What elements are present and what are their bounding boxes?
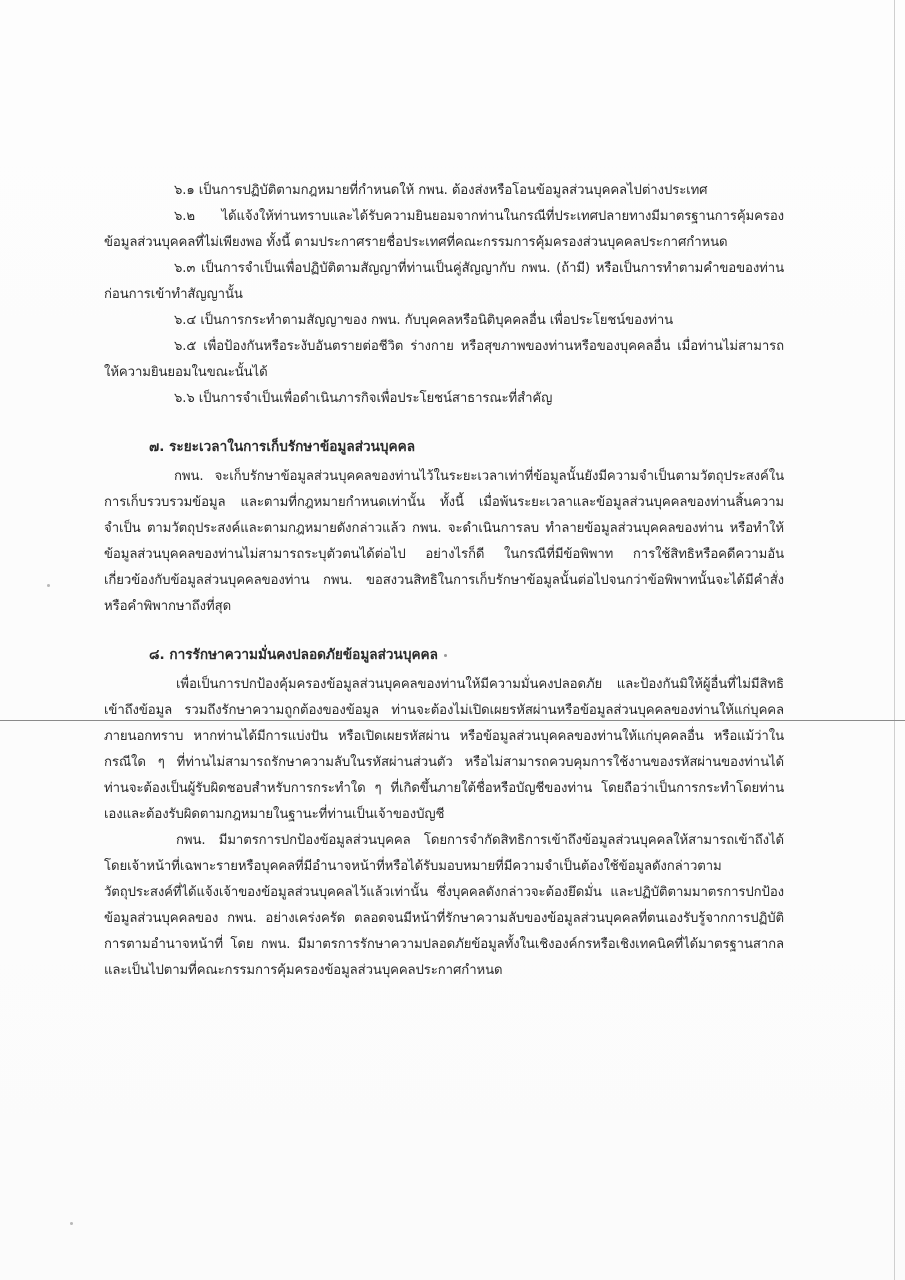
section6-item-4: ๖.๔ เป็นการกระทำตามสัญญาของ กพน. กับบุคคลหรือนิติบุคคลอื่น เพื่อประโยชน์ของท่าน	[174, 313, 674, 328]
section8-paragraph-1: เพื่อเป็นการปกป้องคุ้มครองข้อมูลส่วนบุคคลของท่านให้มีความมั่นคงปลอดภัย และป้องกันมิให้ผู้อื่นที่ไม่มีสิทธิเข้าถึงข้อมูล รวมถึงรักษาความถูกต้องของข้อมูล ท่านจะต้องไม่เปิดเผยรหัสผ่านหรือข้อมูลส่วนบุคคลของท่านให้แก่บุคคลภายนอกทราบ หากท่านได้มีการแบ่งปัน หรือเปิดเผยรหัสผ่าน หรือข้อมูลส่วนบุคคลของท่านให้แก่บุคคลอื่น หรือแม้ว่าในกรณีใด ๆ ที่ท่านไม่สามารถรักษาความลับในรหัสผ่านส่วนตัว หรือไม่สามารถควบคุมการใช้งานของรหัสผ่านของท่านได้ ท่านจะต้องเป็นผู้รับผิดชอบสำหรับการกระทำใด ๆ ที่เกิดขึ้นภายใต้ชื่อหรือบัญชีของท่าน โดยถือว่าเป็นการกระทำโดยท่านเองและต้องรับผิดตามกฎหมายในฐานะที่ท่านเป็นเจ้าของบัญชี	[104, 677, 784, 822]
section6-item-2: ๖.๒ ได้แจ้งให้ท่านทราบและได้รับความยินยอมจากท่านในกรณีที่ประเทศปลายทางมีมาตรฐานการคุ้มครองข้อมูลส่วนบุคคลที่ไม่เพียงพอ ทั้งนี้ ตามประกาศรายชื่อประเทศที่คณะกรรมการคุ้มครองส่วนบุคคลประกาศกำหนด	[104, 209, 784, 250]
section8-paragraph-2: กพน. มีมาตรการปกป้องข้อมูลส่วนบุคคล โดยการจำกัดสิทธิการเข้าถึงข้อมูลส่วนบุคคลให้สามารถเข้าถึงได้โดยเจ้าหน้าที่เฉพาะรายหรือบุคคลที่มีอำนาจหน้าที่หรือได้รับมอบหมายที่มีความจำเป็นต้องใช้ข้อมูลดังกล่าวตามวัตถุประสงค์ที่ได้แจ้งเจ้าของข้อมูลส่วนบุคคลไว้แล้วเท่านั้น ซึ่งบุคคลดังกล่าวจะต้องยึดมั่น และปฏิบัติตามมาตรการปกป้องข้อมูลส่วนบุคคลของ กพน. อย่างเคร่งครัด ตลอดจนมีหน้าที่รักษาความลับของข้อมูลส่วนบุคคลที่ตนเองรับรู้จากการปฏิบัติการตามอำนาจหน้าที่ โดย กพน. มีมาตรการรักษาความปลอดภัยข้อมูลทั้งในเชิงองค์กรหรือเชิงเทคนิคที่ได้มาตรฐานสากล และเป็นไปตามที่คณะกรรมการคุ้มครองข้อมูลส่วนบุคคลประกาศกำหนด	[104, 833, 784, 978]
section8-heading: ๘. การรักษาความมั่นคงปลอดภัยข้อมูลส่วนบุคคล	[149, 647, 438, 663]
document-body	[104, 178, 784, 984]
section6-item-5: ๖.๕ เพื่อป้องกันหรือระงับอันตรายต่อชีวิต ร่างกาย หรือสุขภาพของท่านหรือของบุคคลอื่น เมื่อท่านไม่สามารถให้ความยินยอมในขณะนั้นได้	[104, 339, 784, 380]
section6-item-3: ๖.๓ เป็นการจำเป็นเพื่อปฏิบัติตามสัญญาที่ท่านเป็นคู่สัญญากับ กพน. (ถ้ามี) หรือเป็นการทำตามคำขอของท่านก่อนการเข้าทำสัญญานั้น	[104, 261, 784, 302]
scan-speck	[47, 584, 50, 587]
scan-speck	[70, 1222, 73, 1225]
section8-heading-row	[104, 642, 784, 668]
page-edge-rule	[894, 0, 895, 1280]
section6-item-6: ๖.๖ เป็นการจำเป็นเพื่อดำเนินภารกิจเพื่อประโยชน์สาธารณะที่สำคัญ	[174, 391, 553, 406]
section6-item-1: ๖.๑ เป็นการปฏิบัติตามกฎหมายที่กำหนดให้ กพน. ต้องส่งหรือโอนข้อมูลส่วนบุคคลไปต่างประเทศ	[174, 183, 708, 198]
section7-heading: ๗. ระยะเวลาในการเก็บรักษาข้อมูลส่วนบุคคล	[149, 439, 416, 455]
section7-paragraph: กพน. จะเก็บรักษาข้อมูลส่วนบุคคลของท่านไว้ในระยะเวลาเท่าที่ข้อมูลนั้นยังมีความจำเป็นตามวัตถุประสงค์ในการเก็บรวบรวมข้อมูล และตามที่กฎหมายกำหนดเท่านั้น ทั้งนี้ เมื่อพ้นระยะเวลาและข้อมูลส่วนบุคคลของท่านสิ้นความจำเป็น ตามวัตถุประสงค์และตามกฎหมายดังกล่าวแล้ว กพน. จะดำเนินการลบ ทำลายข้อมูลส่วนบุคคลของท่าน หรือทำให้ข้อมูลส่วนบุคคลของท่านไม่สามารถระบุตัวตนได้ต่อไป อย่างไรก็ดี ในกรณีที่มีข้อพิพาท การใช้สิทธิหรือคดีความอันเกี่ยวข้องกับข้อมูลส่วนบุคคลของท่าน กพน. ขอสงวนสิทธิในการเก็บรักษาข้อมูลนั้นต่อไปจนกว่าข้อพิพาทนั้นจะได้มีคำสั่งหรือคำพิพากษาถึงที่สุด	[104, 469, 784, 614]
heading-dot	[444, 654, 447, 657]
